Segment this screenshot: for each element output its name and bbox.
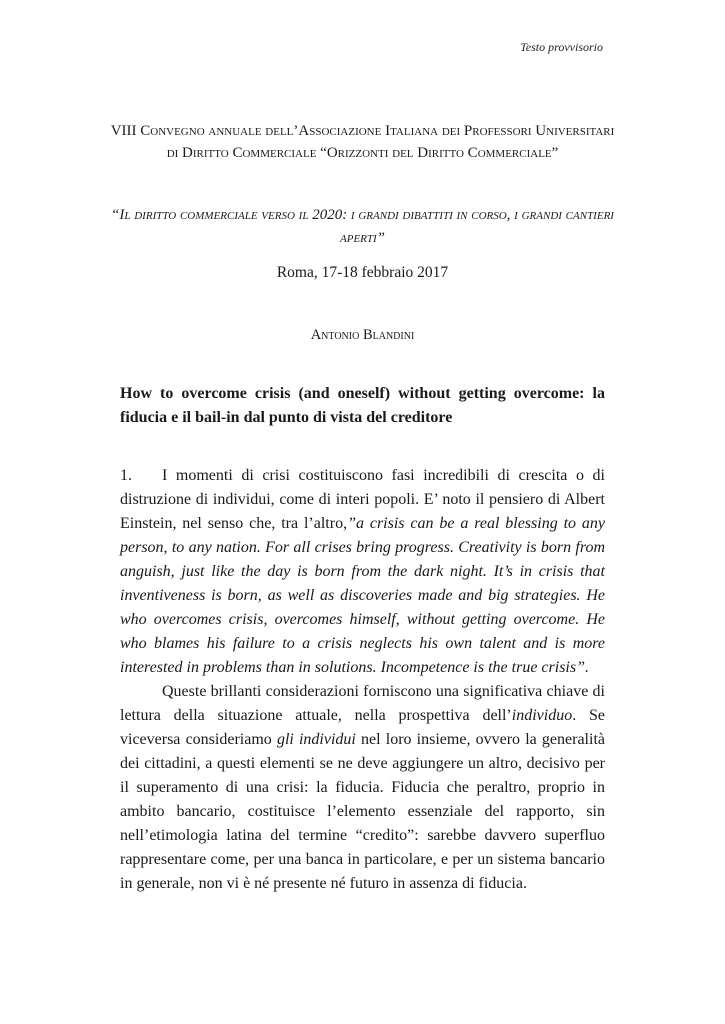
conference-heading xyxy=(110,120,615,164)
conference-line-2: di Diritto Commerciale “Orizzonti del Diritto Commerciale” xyxy=(166,145,559,161)
section-number: 1. xyxy=(120,467,132,484)
paragraph-2-part-2: . Se viceversa consideriamo xyxy=(120,707,605,748)
body-text xyxy=(120,464,605,896)
paper-title: How to overcome crisis (and oneself) without getting overcome: la fiducia e il bail-in dal punto di vista del creditore xyxy=(120,385,605,426)
paragraph-2-emphasis-2: gli individui xyxy=(276,731,356,748)
einstein-quote: ”a crisis can be a real blessing to any person, to any nation. For all crises bring progress. Creativity is born from anguish, just like the day is born from the dark night. It’s in crisis that inventiveness is born, as well as discoveries made and big strategies. He who overcomes crisis, overcomes himself, without getting overcome. He who blames his failure to a crisis neglects his own talent and is more interested in problems than in solutions. Incompetence is the true crisis”. xyxy=(120,515,605,676)
author-name: Antonio Blandini xyxy=(310,327,415,343)
draft-note: Testo provvisorio xyxy=(520,40,603,54)
paragraph-1 xyxy=(120,464,605,680)
paragraph-2-part-1: Queste brillanti considerazioni forniscono una significativa chiave di lettura della situazione attuale, nella prospettiva dell’ xyxy=(120,683,605,724)
place-and-date: Roma, 17-18 febbraio 2017 xyxy=(276,264,449,281)
paragraph-2-part-3: nel loro insieme, ovvero la generalità dei cittadini, a questi elementi se ne deve aggiungere un altro, decisivo per il superamento di una crisi: la fiducia. Fiducia che peraltro, proprio in ambito bancario, costituisce l’elemento essenziale del rapporto, sin nell’etimologia latina del termine “credito”: sarebbe davvero superfluo rappresentare come, per una banca in particolare, e per un sistema bancario in generale, non vi è né presente né futuro in assenza di fiducia. xyxy=(120,731,605,892)
conference-line-1: VIII Convegno annuale dell’Associazione Italiana dei Professori Universitari xyxy=(110,123,615,139)
conference-subtitle: “Il diritto commerciale verso il 2020: i grandi dibattiti in corso, i grandi cantieri aperti” xyxy=(111,207,614,246)
paragraph-1-text: I momenti di crisi costituiscono fasi incredibili di crescita o di distruzione di individui, come di interi popoli. E’ noto il pensiero di Albert Einstein, nel senso che, tra l’altro, xyxy=(120,467,605,532)
paragraph-2 xyxy=(120,680,605,896)
paragraph-2-emphasis-1: individuo xyxy=(511,707,573,724)
